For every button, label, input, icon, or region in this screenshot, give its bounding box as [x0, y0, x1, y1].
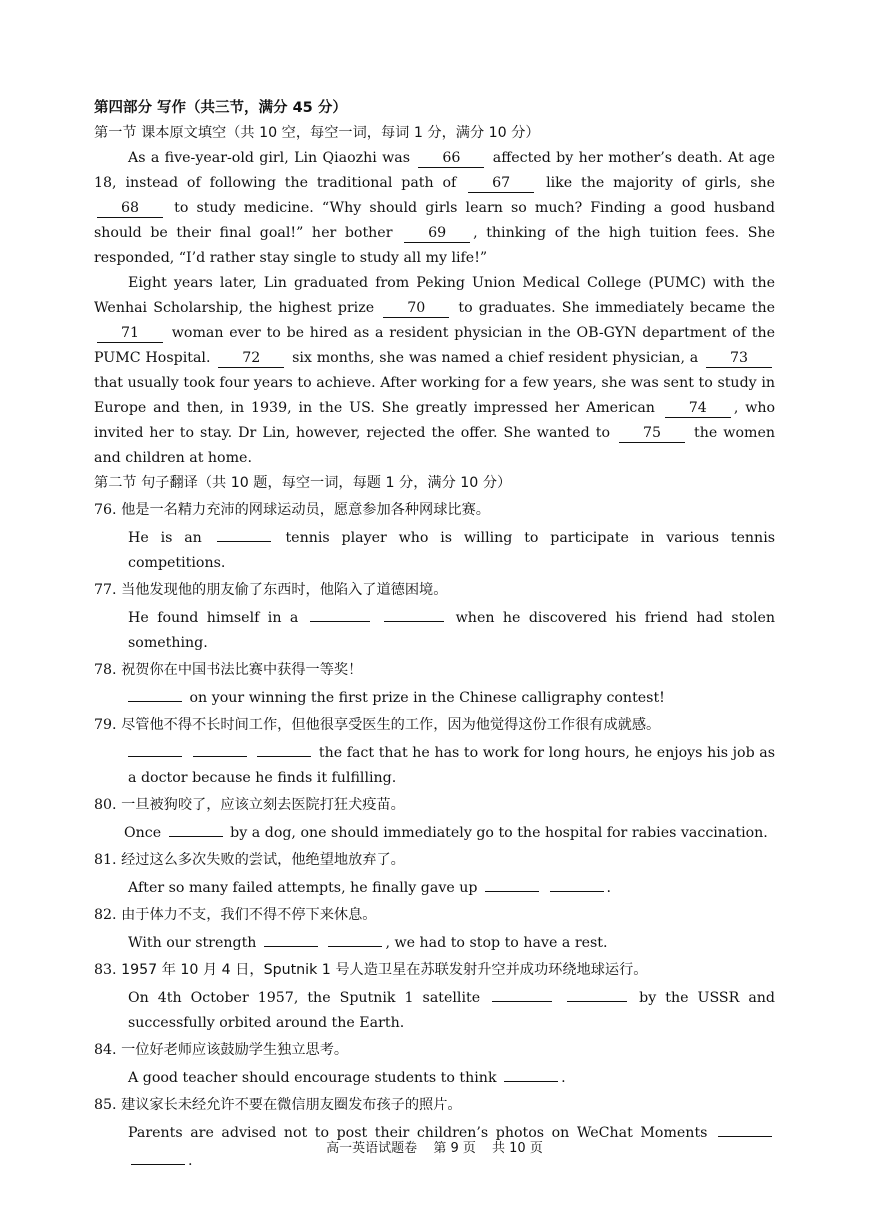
blank-69[interactable]: 69	[404, 224, 470, 243]
footer-title: 高一英语试题卷	[326, 1141, 418, 1156]
question-number: 80.	[94, 797, 117, 813]
question-80: 80. 一旦被狗咬了，应该立刻去医院打狂犬疫苗。 Once by a dog, one should immediately go to the hospital for rabies vaccination.	[94, 797, 768, 841]
question-number: 82.	[94, 907, 117, 923]
question-78: 78. 祝贺你在中国书法比赛中获得一等奖！ on your winning the first prize in the Chinese calligraphy contest!	[94, 662, 665, 706]
question-number: 81.	[94, 852, 117, 868]
footer-total: 共 10 页	[492, 1141, 543, 1156]
question-number: 76.	[94, 502, 117, 518]
blank-74[interactable]: 74	[665, 399, 731, 418]
answer-blank[interactable]	[257, 738, 311, 757]
blank-71[interactable]: 71	[97, 324, 163, 343]
answer-blank[interactable]	[328, 928, 382, 947]
answer-blank[interactable]	[504, 1063, 558, 1082]
question-number: 83.	[94, 962, 117, 978]
answer-blank[interactable]	[384, 603, 444, 622]
question-83: 83. 1957 年 10 月 4 日，Sputnik 1 号人造卫星在苏联发射升空并成功环绕地球运行。 On 4th October 1957, the Sputnik 1 satellite by the USSR and successfully orbited around the Earth.	[94, 962, 775, 1031]
question-number: 78.	[94, 662, 117, 678]
blank-67[interactable]: 67	[468, 174, 534, 193]
part1-title: 第一节 课本原文填空（共 10 空，每空一词，每词 1 分，满分 10 分）	[94, 125, 540, 141]
answer-blank[interactable]	[310, 603, 370, 622]
blank-75[interactable]: 75	[619, 424, 685, 443]
question-chinese: 祝贺你在中国书法比赛中获得一等奖！	[121, 662, 363, 678]
answer-blank[interactable]	[492, 983, 552, 1002]
answer-blank[interactable]	[128, 738, 182, 757]
question-chinese: 一旦被狗咬了，应该立刻去医院打狂犬疫苗。	[121, 797, 405, 813]
page-footer	[0, 1137, 869, 1156]
answer-blank[interactable]	[264, 928, 318, 947]
question-77: 77. 当他发现他的朋友偷了东西时，他陷入了道德困境。 He found himself in a when he discovered his friend had stolen something.	[94, 582, 776, 651]
question-79: 79. 尽管他不得不长时间工作，但他很享受医生的工作，因为他觉得这份工作很有成就感。 the fact that he has to work for long hours, he enjoys his job as a doctor because he finds it fulfilling.	[94, 717, 776, 786]
answer-blank[interactable]	[485, 873, 539, 892]
answer-blank[interactable]	[169, 818, 223, 837]
question-number: 84.	[94, 1042, 117, 1058]
question-81: 81. 经过这么多次失败的尝试，他绝望地放弃了。 After so many failed attempts, he finally gave up .	[94, 852, 612, 896]
question-chinese: 由于体力不支，我们不得不停下来休息。	[121, 907, 377, 923]
cloze-paragraph-2: Eight years later, Lin graduated from Peking Union Medical College (PUMC) with the Wenhai Scholarship, the highest prize 70 to graduates. She immediately became the 71 woman ever to be hired as a resident physician in the OB-GYN department of the PUMC Hospital. 72 six months, she was named a chief resident physician, a 73 that usually took four years to achieve. After working for a few years, she was sent to study in Europe and then, in 1939, in the US. She greatly impressed her American 74 , who invited her to stay. Dr Lin, however, rejected the offer. She wanted to 75 the women and children at home.	[94, 275, 776, 466]
part2-title: 第二节 句子翻译（共 10 题，每空一词，每题 1 分，满分 10 分）	[94, 475, 512, 491]
question-chinese: 尽管他不得不长时间工作，但他很享受医生的工作，因为他觉得这份工作很有成就感。	[121, 717, 661, 733]
question-76: 76. 他是一名精力充沛的网球运动员，愿意参加各种网球比赛。 He is an tennis player who is willing to participate in various tennis competitions.	[94, 502, 776, 571]
blank-70[interactable]: 70	[383, 299, 449, 318]
question-84: 84. 一位好老师应该鼓励学生独立思考。 A good teacher should encourage students to think .	[94, 1042, 566, 1086]
question-85: 85. 建议家长未经允许不要在微信朋友圈发布孩子的照片。 Parents are advised not to post their children’s photos on WeChat Moments .	[94, 1093, 775, 1174]
question-82: 82. 由于体力不支，我们不得不停下来休息。 With our strength , we had to stop to have a rest.	[94, 907, 608, 951]
answer-blank[interactable]	[718, 1118, 772, 1137]
question-number: 85.	[94, 1097, 117, 1113]
question-chinese: 他是一名精力充沛的网球运动员，愿意参加各种网球比赛。	[121, 502, 490, 518]
question-number: 77.	[94, 582, 117, 598]
blank-73[interactable]: 73	[706, 349, 772, 368]
answer-blank[interactable]	[128, 683, 182, 702]
answer-blank[interactable]	[567, 983, 627, 1002]
cloze-paragraph-1: As a five-year-old girl, Lin Qiaozhi was 66 affected by her mother’s death. At age 18, instead of following the traditional path of 67 like the majority of girls, she 68 to study medicine. “Why should girls learn so much? Finding a good husband should be their final goal!” her bother 69 , thinking of the high tuition fees. She responded, “I’d rather stay single to study all my life!”	[94, 150, 776, 266]
question-chinese: 建议家长未经允许不要在微信朋友圈发布孩子的照片。	[121, 1097, 462, 1113]
blank-66[interactable]: 66	[418, 149, 484, 168]
answer-blank[interactable]	[217, 523, 271, 542]
answer-blank[interactable]	[550, 873, 604, 892]
question-chinese: 经过这么多次失败的尝试，他绝望地放弃了。	[121, 852, 405, 868]
question-chinese: 一位好老师应该鼓励学生独立思考。	[121, 1042, 349, 1058]
footer-page: 第 9 页	[433, 1141, 476, 1156]
question-chinese: 1957 年 10 月 4 日，Sputnik 1 号人造卫星在苏联发射升空并成功环绕地球运行。	[121, 962, 648, 978]
section-title: 第四部分 写作（共三节，满分 45 分）	[94, 100, 347, 116]
question-number: 79.	[94, 717, 117, 733]
blank-72[interactable]: 72	[218, 349, 284, 368]
exam-page	[94, 96, 775, 1174]
blank-68[interactable]: 68	[97, 199, 163, 218]
question-chinese: 当他发现他的朋友偷了东西时，他陷入了道德困境。	[121, 582, 448, 598]
answer-blank[interactable]	[193, 738, 247, 757]
